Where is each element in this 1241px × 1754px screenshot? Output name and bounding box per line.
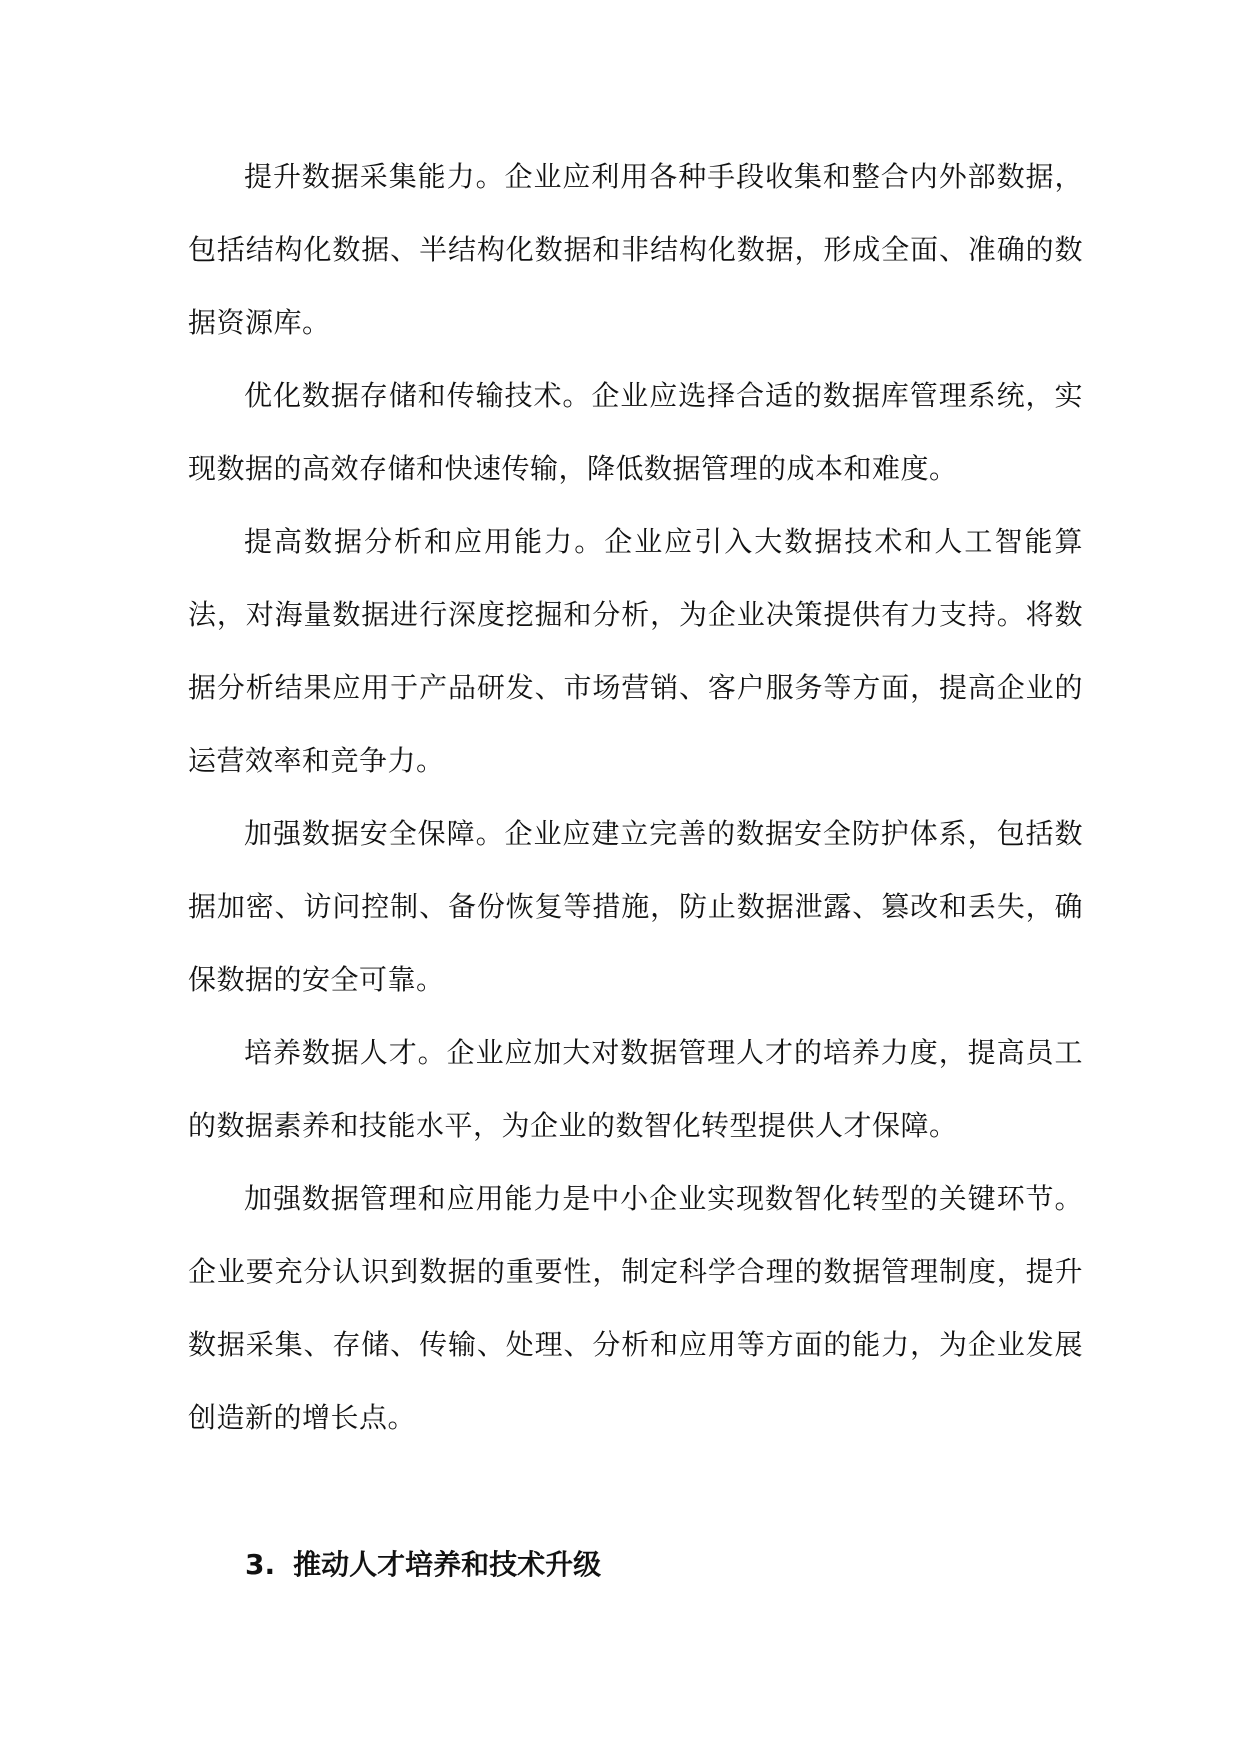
- paragraph-data-collection: 提升数据采集能力。企业应利用各种手段收集和整合内外部数据，包括结构化数据、半结构化数据和非结构化数据，形成全面、准确的数据资源库。: [188, 160, 1083, 339]
- section-heading: [245, 1545, 601, 1585]
- paragraph-storage-transmission: 优化数据存储和传输技术。企业应选择合适的数据库管理系统，实现数据的高效存储和快速传输，降低数据管理的成本和难度。: [188, 379, 1083, 485]
- paragraph-analysis-application: 提高数据分析和应用能力。企业应引入大数据技术和人工智能算法，对海量数据进行深度挖掘和分析，为企业决策提供有力支持。将数据分析结果应用于产品研发、市场营销、客户服务等方面，提高企业的运营效率和竞争力。: [188, 525, 1083, 777]
- paragraph-data-security: 加强数据安全保障。企业应建立完善的数据安全防护体系，包括数据加密、访问控制、备份恢复等措施，防止数据泄露、篡改和丢失，确保数据的安全可靠。: [188, 817, 1083, 996]
- paragraph-data-talent: 培养数据人才。企业应加大对数据管理人才的培养力度，提高员工的数据素养和技能水平，为企业的数智化转型提供人才保障。: [188, 1036, 1083, 1142]
- section-number: 3.: [245, 1548, 276, 1581]
- paragraph-summary: 加强数据管理和应用能力是中小企业实现数智化转型的关键环节。企业要充分认识到数据的重要性，制定科学合理的数据管理制度，提升数据采集、存储、传输、处理、分析和应用等方面的能力，为企业发展创造新的增长点。: [188, 1182, 1083, 1434]
- body-text: [188, 140, 1083, 1454]
- section-title: 推动人才培养和技术升级: [293, 1548, 602, 1581]
